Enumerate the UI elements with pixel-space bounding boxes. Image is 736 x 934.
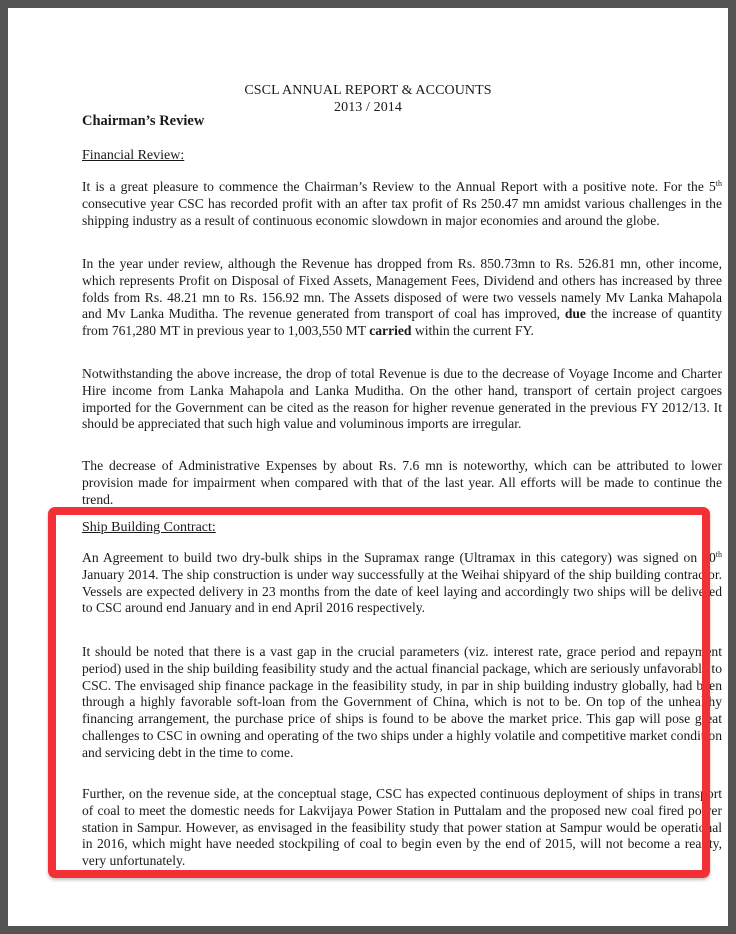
financial-review-paragraph-4: The decrease of Administrative Expenses by about Rs. 7.6 mn is noteworthy, which can be attributed to lower provision made for impairment when compared with that of the last year. All efforts will be made to continue the trend. — [82, 458, 722, 507]
financial-review-paragraph-3: Notwithstanding the above increase, the drop of total Revenue is due to the decrease of Voyage Income and Charter Hire income from Lanka Mahapola and Lanka Muditha. On the other hand, transport of certain project cargoes imported for the Government can be cited as the reason for higher revenue generated in the previous FY 2012/13. It should be appreciated that such high value and voluminous imports are irregular. — [82, 366, 722, 432]
ship-building-paragraph-1: An Agreement to build two dry-bulk ships in the Supramax range (Ultramax in this category) was signed on 10th January 2014. The ship construction is under way successfully at the Weihai shipyard of the ship building contractor. Vessels are expected delivery in 23 months from the date of keel laying and accordingly two ships will be delivered to CSC around end January and in end April 2016 respectively. — [82, 550, 722, 616]
report-title — [8, 82, 728, 116]
document-page — [8, 8, 728, 926]
ship-building-paragraph-3: Further, on the revenue side, at the conceptual stage, CSC has expected continuous deployment of ships in transport of coal to meet the domestic needs for Lakvijaya Power Station in Puttalam and the proposed new coal fired power station in Sampur. However, as envisaged in the feasibility study that power station at Sampur would be operational in 2016, which might have needed stockpiling of coal to begin even by the end of 2015, will not become a reality, very unfortunately. — [82, 786, 722, 869]
ship-building-paragraph-2: It should be noted that there is a vast gap in the crucial parameters (viz. interest rate, grace period and repayment period) used in the ship building feasibility study and the actual financial package, which are seriously unfavorable to CSC. The envisaged ship finance package in the feasibility study, in par in ship building industry globally, had been through a highly favorable soft-loan from the Government of China, which is not to be. On top of the unhealthy financing arrangement, the purchase price of ships is found to be above the market price. This gap will pose great challenges to CSC in owning and operating of the two ships under a highly volatile and competitive market condition and servicing debt in the time to come. — [82, 644, 722, 760]
ship-building-contract-heading: Ship Building Contract: — [82, 520, 216, 535]
report-title-line-2: 2013 / 2014 — [334, 100, 402, 115]
financial-review-paragraph-1: It is a great pleasure to commence the Chairman’s Review to the Annual Report with a positive note. For the 5th consecutive year CSC has recorded profit with an after tax profit of Rs 250.47 mn amidst various challenges in the shipping industry as a result of continuous economic slowdown in major economies and around the globe. — [82, 179, 722, 228]
financial-review-paragraph-2: In the year under review, although the Revenue has dropped from Rs. 850.73mn to Rs. 526.81 mn, other income, which represents Profit on Disposal of Fixed Assets, Management Fees, Dividend and others has increased by three folds from Rs. 48.21 mn to Rs. 156.92 mn. The Assets disposed of were two vessels namely Mv Lanka Mahapola and Mv Lanka Muditha. The revenue generated from transport of coal has improved, due the increase of quantity from 761,280 MT in previous year to 1,003,550 MT carried within the current FY. — [82, 256, 722, 339]
report-title-line-1: CSCL ANNUAL REPORT & ACCOUNTS — [244, 83, 492, 98]
chairmans-review-heading: Chairman’s Review — [82, 113, 205, 129]
financial-review-heading: Financial Review: — [82, 148, 185, 163]
